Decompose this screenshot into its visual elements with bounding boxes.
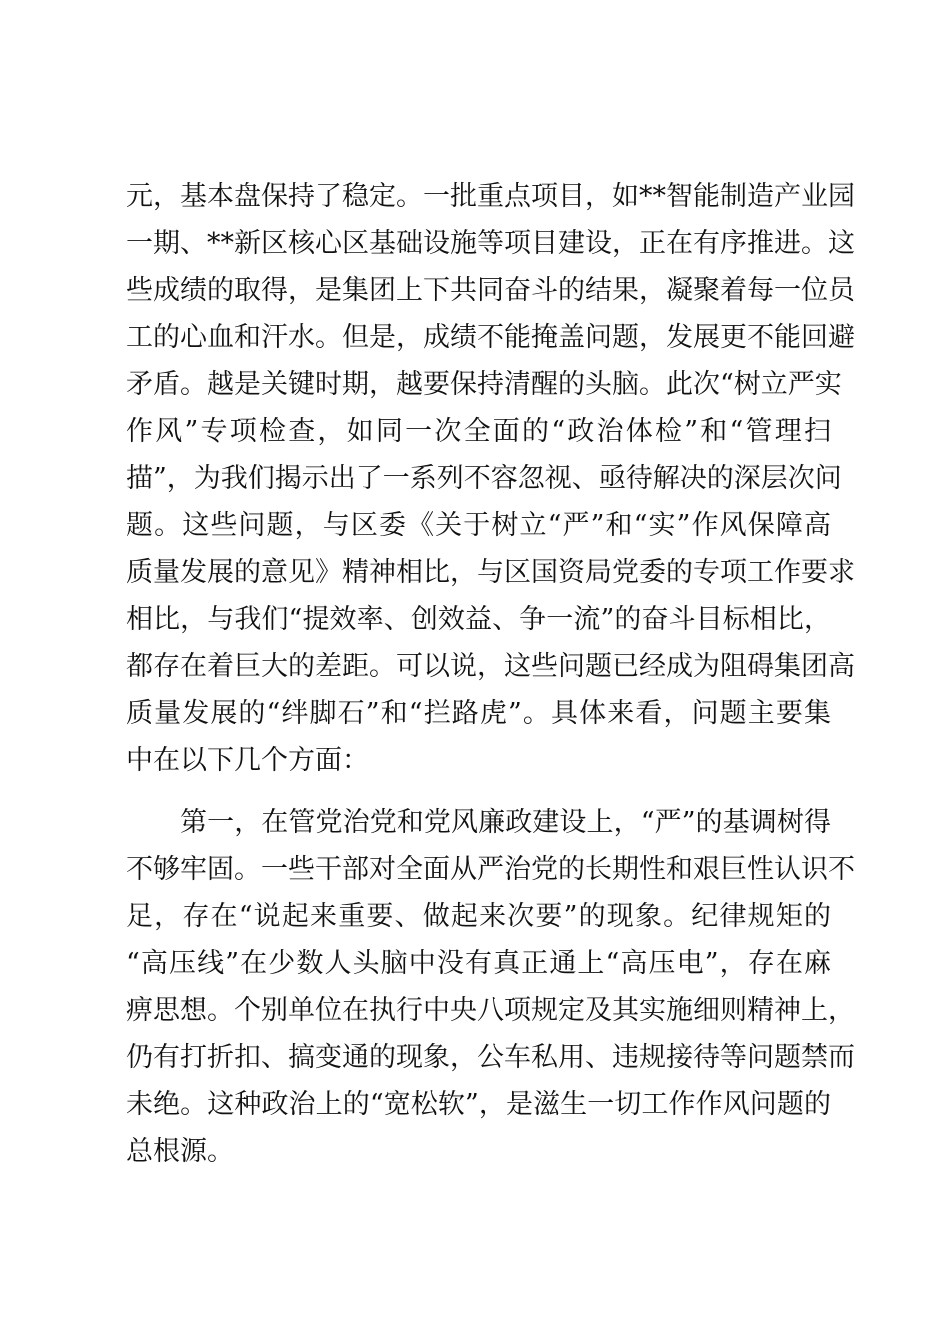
paragraph-line: 都存在着巨大的差距。可以说，这些问题已经成为阻碍集团高 — [126, 651, 855, 682]
paragraph-line: 一期、**新区核心区基础设施等项目建设，正在有序推进。这 — [126, 228, 855, 259]
paragraph-line: 质量发展的“绊脚石”和“拦路虎”。具体来看，问题主要集 — [126, 698, 831, 729]
paragraph-line: 些成绩的取得，是集团上下共同奋斗的结果，凝聚着每一位员 — [126, 275, 855, 306]
paragraph-line: 不够牢固。一些干部对全面从严治党的长期性和艰巨性认识不 — [126, 854, 855, 885]
paragraph-line: 足，存在“说起来重要、做起来次要”的现象。纪律规矩的 — [126, 901, 831, 932]
paragraph-line: 工的心血和汗水。但是，成绩不能掩盖问题，发展更不能回避 — [126, 322, 855, 353]
paragraph-1 — [126, 173, 855, 784]
paragraph-line: 痹思想。个别单位在执行中央八项规定及其实施细则精神上， — [126, 995, 855, 1026]
paragraph-line: 未绝。这种政治上的“宽松软”，是滋生一切工作作风问题的 — [126, 1089, 831, 1120]
paragraph-line: 中在以下几个方面： — [126, 745, 369, 776]
paragraph-line: 描”，为我们揭示出了一系列不容忽视、亟待解决的深层次问 — [126, 463, 842, 494]
paragraph-line: 总根源。 — [126, 1136, 234, 1167]
paragraph-line: “高压线”在少数人头脑中没有真正通上“高压电”，存在麻 — [126, 948, 831, 979]
paragraph-line: 质量发展的意见》精神相比，与区国资局党委的专项工作要求 — [126, 557, 855, 588]
paragraph-line: 第一，在管党治党和党风廉政建设上，“严”的基调树得 — [180, 807, 831, 838]
paragraph-line: 矛盾。越是关键时期，越要保持清醒的头脑。此次“树立严实 — [126, 369, 842, 400]
paragraph-line: 题。这些问题，与区委《关于树立“严”和“实”作风保障高 — [126, 510, 831, 541]
paragraph-line: 仍有打折扣、搞变通的现象，公车私用、违规接待等问题禁而 — [126, 1042, 855, 1073]
paragraph-line: 元，基本盘保持了稳定。一批重点项目，如**智能制造产业园 — [126, 181, 855, 212]
paragraph-line: 作风”专项检查，如同一次全面的“政治体检”和“管理扫 — [126, 416, 831, 447]
paragraph-line: 相比，与我们“提效率、创效益、争一流”的奋斗目标相比， — [126, 604, 831, 635]
paragraph-2 — [126, 799, 855, 1175]
document-body — [126, 173, 855, 1175]
paragraph-gap — [126, 784, 831, 799]
